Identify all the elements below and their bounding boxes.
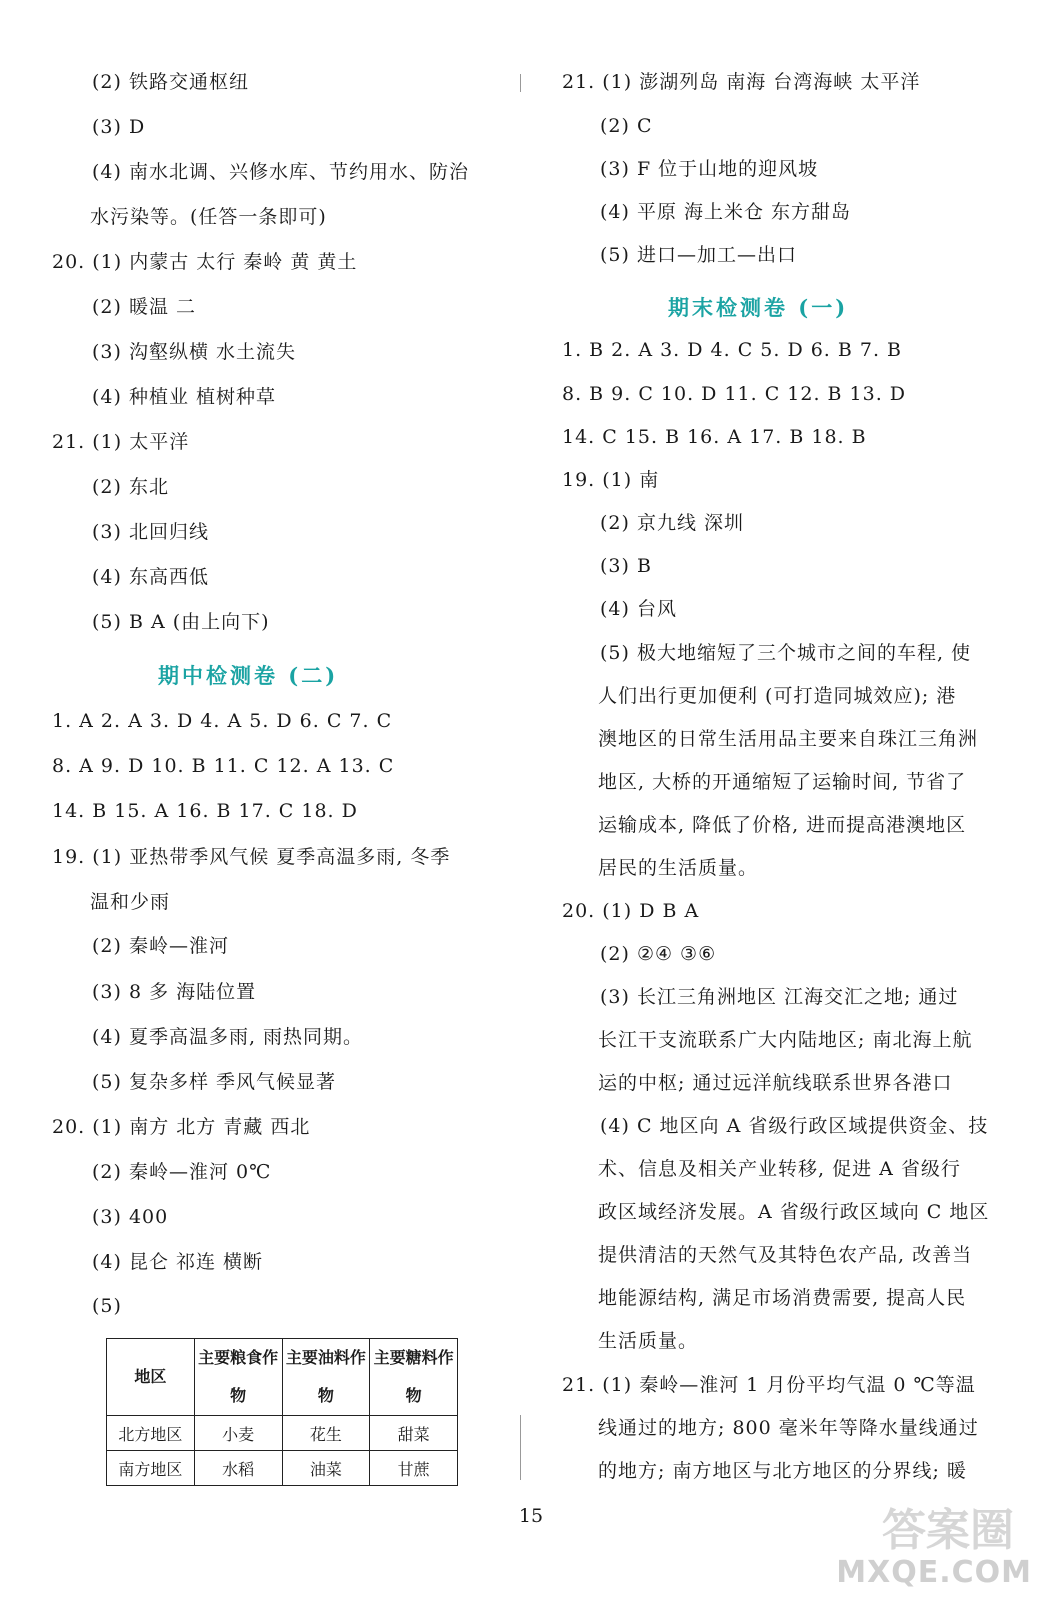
answer-line: 运输成本, 降低了价格, 进而提高港澳地区: [598, 814, 967, 836]
answer-line: (3) 8 多 海陆位置: [92, 981, 257, 1003]
answer-line: (4) 种植业 植树种草: [92, 386, 276, 408]
table-header: 地区: [107, 1339, 195, 1416]
table-cell: 甜菜: [370, 1416, 458, 1451]
watermark-logo: 答案圈: [882, 1505, 1014, 1556]
answer-line: 19. (1) 亚热带季风气候 夏季高温多雨, 冬季: [52, 846, 451, 868]
answer-line: 20. (1) 南方 北方 青藏 西北: [52, 1116, 311, 1138]
answer-line: 20. (1) 内蒙古 太行 秦岭 黄 黄土: [52, 251, 358, 273]
table-cell: 小麦: [194, 1416, 282, 1451]
answer-line: (4) 昆仑 祁连 横断: [92, 1251, 264, 1273]
answer-line: 长江干支流联系广大内陆地区; 南北海上航: [598, 1029, 973, 1051]
answer-line: (3) 长江三角洲地区 江海交汇之地; 通过: [600, 986, 959, 1008]
answer-line: 8. B 9. C 10. D 11. C 12. B 13. D: [562, 383, 907, 405]
answer-line: (3) F 位于山地的迎风坡: [600, 158, 819, 180]
table-cell: 甘蔗: [370, 1451, 458, 1486]
answer-line: (5) 极大地缩短了三个城市之间的车程, 使: [600, 642, 972, 664]
table-row: [107, 1416, 458, 1451]
answer-line: 19. (1) 南: [562, 469, 660, 491]
section-title-final-1: 期末检测卷 (一): [668, 295, 849, 320]
answer-line: (2) 秦岭—淮河 0℃: [92, 1161, 272, 1183]
answer-line: 地区, 大桥的开通缩短了运输时间, 节省了: [598, 771, 967, 793]
table-header: 主要粮食作物: [194, 1339, 282, 1416]
section-title-midterm-2: 期中检测卷 (二): [158, 663, 339, 688]
answer-line: (3) 400: [92, 1206, 169, 1228]
answer-line: (4) 夏季高温多雨, 雨热同期。: [92, 1026, 364, 1048]
answer-line: (3) 沟壑纵横 水土流失: [92, 341, 296, 363]
answer-line: (2) 秦岭—淮河: [92, 935, 229, 957]
table-header: 主要油料作物: [282, 1339, 370, 1416]
answer-line: (5): [92, 1295, 122, 1317]
page-number: 15: [518, 1505, 544, 1527]
answer-line: (4) 东高西低: [92, 566, 209, 588]
answer-line: 21. (1) 澎湖列岛 南海 台湾海峡 太平洋: [562, 71, 921, 93]
answer-line: 居民的生活质量。: [598, 857, 759, 879]
answer-line: (3) B: [600, 555, 652, 577]
answer-line: (2) 京九线 深圳: [600, 512, 744, 534]
table-cell: 南方地区: [107, 1451, 195, 1486]
table-cell: 水稻: [194, 1451, 282, 1486]
answer-line: (2) C: [600, 115, 653, 137]
answer-line: (2) ②④ ③⑥: [600, 943, 717, 965]
answer-line: (5) B A (由上向下): [92, 611, 270, 633]
answer-line: (3) 北回归线: [92, 521, 209, 543]
answer-line: 运的中枢; 通过远洋航线联系世界各港口: [598, 1072, 953, 1094]
answer-line: (5) 进口—加工—出口: [600, 244, 797, 266]
answer-line: 21. (1) 秦岭—淮河 1 月份平均气温 0 ℃等温: [562, 1374, 976, 1396]
answer-line: 温和少雨: [90, 891, 171, 913]
answer-line: 21. (1) 太平洋: [52, 431, 190, 453]
answer-line: 1. A 2. A 3. D 4. A 5. D 6. C 7. C: [52, 710, 393, 732]
answer-line: 14. B 15. A 16. B 17. C 18. D: [52, 800, 358, 822]
answer-line: 政区域经济发展。A 省级行政区域向 C 地区: [598, 1201, 990, 1223]
answer-line: 澳地区的日常生活用品主要来自珠江三角洲: [598, 728, 979, 750]
answer-line: 20. (1) D B A: [562, 900, 700, 922]
column-divider: [520, 74, 521, 92]
answer-line: (2) 暖温 二: [92, 296, 196, 318]
answer-line: 水污染等。(任答一条即可): [90, 206, 327, 228]
answer-line: (4) C 地区向 A 省级行政区域提供资金、技: [600, 1115, 989, 1137]
answer-line: 的地方; 南方地区与北方地区的分界线; 暖: [598, 1460, 967, 1482]
crops-table: [106, 1338, 458, 1486]
answer-line: 提供清洁的天然气及其特色农产品, 改善当: [598, 1244, 973, 1266]
table-header: 主要糖料作物: [370, 1339, 458, 1416]
answer-line: 人们出行更加便利 (可打造同城效应); 港: [598, 685, 957, 707]
answer-line: 地能源结构, 满足市场消费需要, 提高人民: [598, 1287, 967, 1309]
watermark-site: MXQE.COM: [836, 1555, 1032, 1590]
answer-line: 术、信息及相关产业转移, 促进 A 省级行: [598, 1158, 961, 1180]
column-divider: [520, 1415, 521, 1480]
answer-line: (4) 台风: [600, 598, 677, 620]
table-header-row: [107, 1339, 458, 1416]
answer-line: 1. B 2. A 3. D 4. C 5. D 6. B 7. B: [562, 339, 903, 361]
answer-line: 14. C 15. B 16. A 17. B 18. B: [562, 426, 867, 448]
table-cell: 油菜: [282, 1451, 370, 1486]
answer-line: (3) D: [92, 116, 146, 138]
answer-line: (5) 复杂多样 季风气候显著: [92, 1071, 336, 1093]
answer-line: 线通过的地方; 800 毫米年等降水量线通过: [598, 1417, 979, 1439]
table-cell: 北方地区: [107, 1416, 195, 1451]
answer-line: (4) 平原 海上米仓 东方甜岛: [600, 201, 852, 223]
answer-line: (4) 南水北调、兴修水库、节约用水、防治: [92, 161, 469, 183]
answer-line: 生活质量。: [598, 1330, 699, 1352]
answer-line: (2) 东北: [92, 476, 169, 498]
table-row: [107, 1451, 458, 1486]
answer-line: 8. A 9. D 10. B 11. C 12. A 13. C: [52, 755, 395, 777]
table-cell: 花生: [282, 1416, 370, 1451]
answer-line: (2) 铁路交通枢纽: [92, 71, 249, 93]
